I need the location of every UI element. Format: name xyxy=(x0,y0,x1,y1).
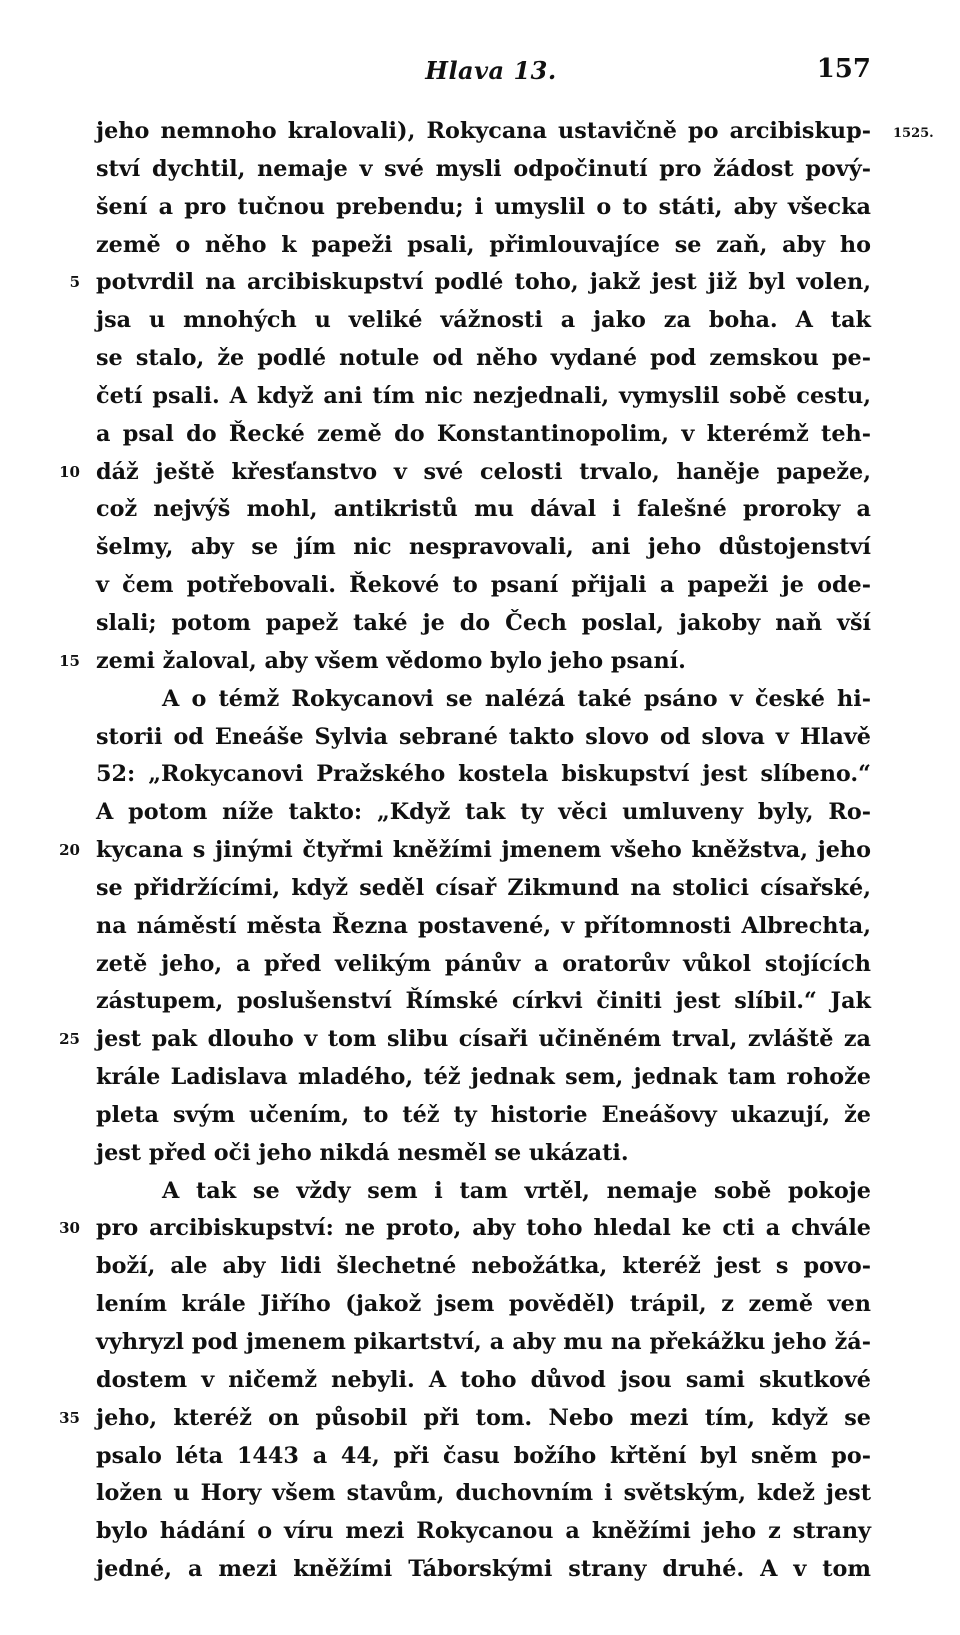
line-text: slali; potom papež také je do Čech poslal, jakoby naň vší xyxy=(96,609,871,636)
line-number: 20 xyxy=(59,841,80,860)
page-number: 157 xyxy=(816,54,871,84)
line-text: ložen u Hory všem stavům, duchovním i světským, kdež jest xyxy=(96,1480,871,1507)
line-text: země o něho k papeži psali, přimlouvajíce se zaň, aby ho xyxy=(96,231,871,258)
line-text: četí psali. A když ani tím nic nezjednali, vymyslil sobě cestu, xyxy=(96,382,871,409)
text-line xyxy=(96,491,871,529)
text-line xyxy=(96,1438,871,1476)
line-text: storii od Eneáše Sylvia sebrané takto slovo od slova v Hlavě xyxy=(96,723,871,750)
line-number: 10 xyxy=(59,462,80,481)
line-number: 35 xyxy=(59,1408,80,1427)
text-line xyxy=(96,1173,871,1211)
text-line xyxy=(96,605,871,643)
text-line xyxy=(96,1551,871,1589)
text-line xyxy=(59,643,871,681)
line-text: jedné, a mezi kněžími Táborskými strany druhé. A v tom xyxy=(96,1556,871,1583)
line-text: v čem potřebovali. Řekové to psaní přijali a papeži je ode- xyxy=(96,572,871,599)
line-text: ství dychtil, nemaje v své mysli odpočinutí pro žádost pový- xyxy=(96,155,871,182)
line-number: 15 xyxy=(59,651,80,670)
text-line xyxy=(96,870,871,908)
line-text: pleta svým učením, to též ty historie Eneášovy ukazují, že xyxy=(96,1101,871,1128)
line-text: bylo hádání o víru mezi Rokycanou a kněžími jeho z strany xyxy=(96,1518,871,1545)
text-line xyxy=(96,1513,871,1551)
text-line xyxy=(96,1059,871,1097)
text-line xyxy=(59,454,871,492)
text-line xyxy=(96,1324,871,1362)
line-text: a psal do Řecké země do Konstantinopolim, v kterémž teh- xyxy=(96,420,871,447)
text-line xyxy=(96,983,871,1021)
line-text: se přidržícími, když seděl císař Zikmund na stolici císařské, xyxy=(96,874,871,901)
line-text: jeho, kteréž on působil při tom. Nebo mezi tím, když se xyxy=(96,1404,871,1431)
line-text: zástupem, poslušenství Římské církvi činiti jest slíbil.“ Jak xyxy=(96,988,871,1015)
text-line xyxy=(96,113,871,151)
text-line xyxy=(96,340,871,378)
text-line xyxy=(59,1400,871,1438)
text-line xyxy=(96,567,871,605)
text-line xyxy=(96,794,871,832)
text-line xyxy=(96,1097,871,1135)
line-text: krále Ladislava mladého, též jednak sem, jednak tam rohože xyxy=(96,1064,871,1091)
line-text: kycana s jinými čtyřmi kněžími jmenem všeho kněžstva, jeho xyxy=(96,837,871,864)
line-text: jsa u mnohých u veliké vážnosti a jako za boha. A tak xyxy=(96,307,871,334)
line-number: 30 xyxy=(59,1219,80,1238)
line-text: na náměstí města Řezna postavené, v přítomnosti Albrechta, xyxy=(96,912,871,939)
line-number: 25 xyxy=(59,1030,80,1049)
text-line xyxy=(96,189,871,227)
line-text: lením krále Jiřího (jakož jsem pověděl) trápil, z země ven xyxy=(96,1291,871,1318)
text-line xyxy=(96,908,871,946)
text-line xyxy=(96,378,871,416)
text-line xyxy=(96,756,871,794)
text-line xyxy=(59,1021,871,1059)
line-text: šení a pro tučnou prebendu; i umyslil o to státi, aby všecka xyxy=(96,193,871,220)
line-text: se stalo, že podlé notule od něho vydané pod zemskou pe- xyxy=(96,345,871,372)
text-line xyxy=(96,1248,871,1286)
line-text: A o témž Rokycanovi se nalézá také psáno v české hi- xyxy=(162,685,871,712)
line-text: šelmy, aby se jím nic nespravovali, ani jeho důstojenství xyxy=(96,534,871,561)
text-line xyxy=(96,302,871,340)
margin-year-note: 1525. xyxy=(893,126,934,141)
line-text: A potom níže takto: „Když tak ty věci umluveny byly, Ro- xyxy=(96,799,871,826)
line-text: psalo léta 1443 a 44, při času božího křtění byl sněm po- xyxy=(96,1442,871,1469)
text-line xyxy=(96,416,871,454)
text-line xyxy=(96,151,871,189)
running-title: Hlava 13. xyxy=(425,56,557,85)
line-number: 5 xyxy=(69,273,80,292)
line-text: A tak se vždy sem i tam vrtěl, nemaje sobě pokoje xyxy=(162,1177,871,1204)
text-line xyxy=(96,1286,871,1324)
text-line xyxy=(96,719,871,757)
line-text: zetě jeho, a před velikým pánův a oratorův vůkol stojících xyxy=(96,950,871,977)
text-line xyxy=(96,1475,871,1513)
line-text: boží, ale aby lidi šlechetné nebožátka, kteréž jest s povo- xyxy=(96,1253,871,1280)
text-line xyxy=(96,681,871,719)
line-text: dostem v ničemž nebyli. A toho důvod jsou sami skutkové xyxy=(96,1366,871,1393)
text-line xyxy=(59,1210,871,1248)
text-line xyxy=(96,227,871,265)
text-line xyxy=(96,946,871,984)
line-text: což nejvýš mohl, antikristů mu dával i falešné proroky a xyxy=(96,496,871,523)
text-line xyxy=(96,529,871,567)
line-text: 52: „Rokycanovi Pražského kostela biskupství jest slíbeno.“ xyxy=(96,761,871,788)
text-line xyxy=(96,1135,871,1173)
line-text: jeho nemnoho kralovali), Rokycana ustavičně po arcibiskup- xyxy=(96,118,871,144)
body-text xyxy=(59,113,871,1589)
line-text: potvrdil na arcibiskupství podlé toho, jakž jest již byl volen, xyxy=(96,269,871,296)
line-text: vyhryzl pod jmenem pikartství, a aby mu na překážku jeho žá- xyxy=(96,1329,871,1355)
line-text: jest pak dlouho v tom slibu císaři učiněném trval, zvláště za xyxy=(96,1026,871,1053)
line-text: zemi žaloval, aby všem vědomo bylo jeho psaní. xyxy=(96,647,686,674)
line-text: jest před oči jeho nikdá nesměl se ukázati. xyxy=(96,1139,629,1166)
line-text: dáž ještě křesťanstvo v své celosti trvalo, haněje papeže, xyxy=(96,458,871,485)
text-line xyxy=(96,1362,871,1400)
text-line xyxy=(69,264,871,302)
line-text: pro arcibiskupství: ne proto, aby toho hledal ke cti a chvále xyxy=(96,1215,871,1242)
text-line xyxy=(59,832,871,870)
page-header xyxy=(91,50,891,90)
